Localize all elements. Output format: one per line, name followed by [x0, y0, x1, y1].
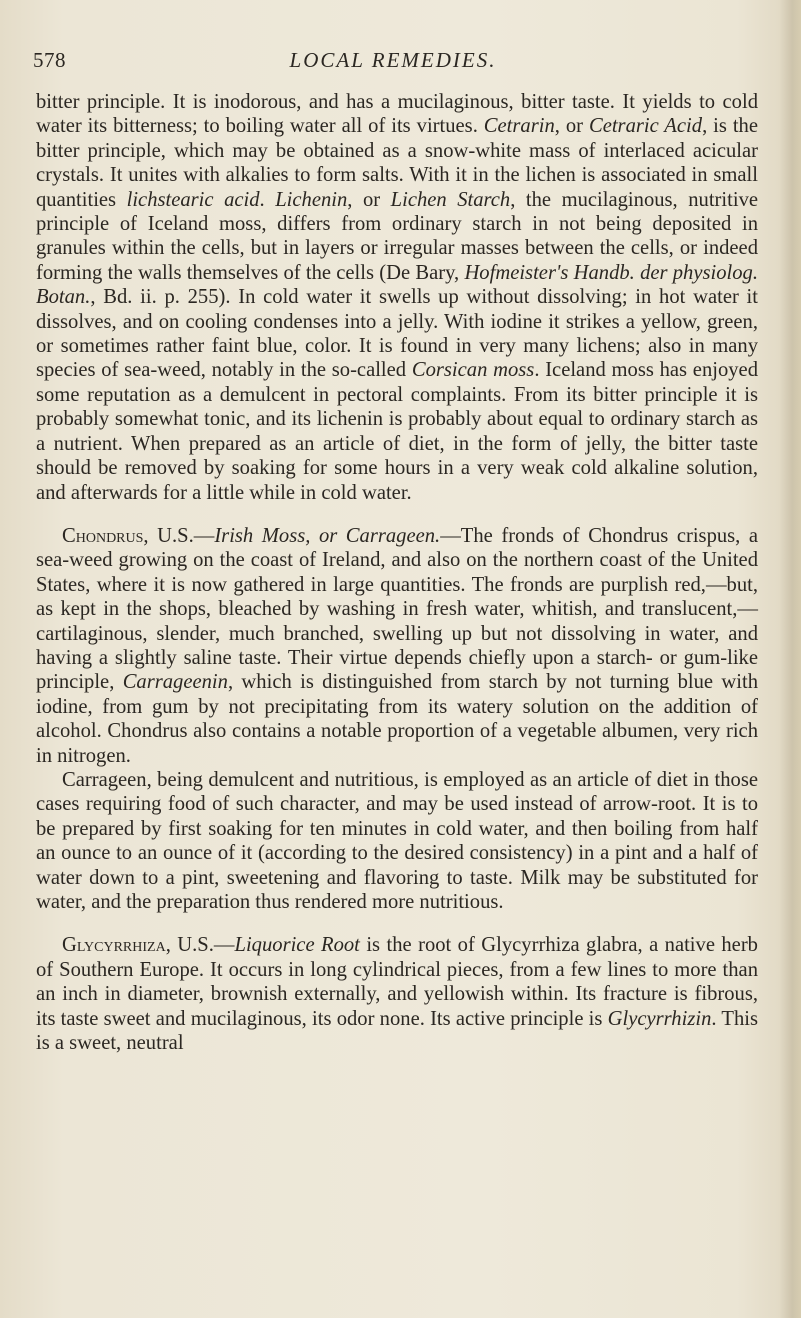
paragraph-iceland-moss-continued: bitter principle. It is inodorous, and has a mucilaginous, bitter taste. It yields to cold water its bitterness; to boiling water all of its virtues. Cetrarin, or Cetraric Acid, is the bitter principle, which may be obtained as a snow-white mass of interlaced acicular crystals. It unites with alkalies to form salts. With it in the lichen is associated in small quantities lichstearic acid. Lichenin, or Lichen Starch, the mucilaginous, nutritive principle of Iceland moss, differs from ordinary starch in not being deposited in granules within the cells, but in layers or irregular masses between the cells, or indeed forming the walls themselves of the cells (De Bary, Hofmeister's Handb. der physiolog. Botan., Bd. ii. p. 255). In cold water it swells up without dissolving; in hot water it dissolves, and on cooling condenses into a jelly. With iodine it strikes a yellow, green, or sometimes rather faint blue, color. It is found in very many lichens; also in many species of sea-weed, notably in the so-called Corsican moss. Iceland moss has enjoyed some reputation as a demulcent in pectoral complaints. From its bitter principle it is probably somewhat tonic, and its lichenin is probably about equal to ordinary starch as a nutrient. When prepared as an article of diet, in the form of jelly, the bitter taste should be removed by soaking for some hours in a very weak cold alkaline solution, and afterwards for a little while in cold water.: [36, 91, 759, 504]
section-spacer: [36, 505, 758, 524]
chondrus-common-names: Irish Moss, or Carrageen.: [214, 524, 441, 547]
term-glycyrrhizin: Glycyrrhizin: [607, 1007, 712, 1030]
term-cetraric-acid: Cetraric Acid: [588, 115, 703, 138]
term-lichstearic-acid: lichstearic acid: [126, 188, 260, 211]
term-lichenin: Lichenin: [275, 188, 348, 211]
page-header: [33, 48, 753, 78]
paragraph-chondrus: Chondrus, U.S.—Irish Moss, or Carrageen.—The fronds of Chondrus crispus, a sea-weed growing on the coast of Ireland, and also on the northern coast of the United States, where it is now gathered in large quantities. The fronds are purplish red,—but, as kept in the shops, bleached by washing in fresh water, whitish, and translucent,—cartilaginous, slender, much branched, swelling up but not dissolving in water, and having a slightly saline taste. Their virtue depends chiefly upon a starch- or gum-like principle, Carrageenin, which is distinguished from starch by not turning blue with iodine, from gum by not precipitating from its watery solution on the addition of alcohol. Chondrus also contains a notable proportion of a vegetable albumen, very rich in nitrogen.: [36, 524, 759, 767]
page-number: 578: [33, 48, 66, 72]
section-title-glycyrrhiza: Glycyrrhiza: [62, 934, 166, 957]
glycyrrhiza-common-name: Liquorice Root: [234, 934, 360, 957]
term-lichen-starch: Lichen Starch: [390, 188, 511, 211]
term-cetrarin: Cetrarin: [483, 115, 555, 138]
running-head: LOCAL REMEDIES.: [289, 48, 497, 72]
paragraph-glycyrrhiza: Glycyrrhiza, U.S.—Liquorice Root is the root of Glycyrrhiza glabra, a native herb of Southern Europe. It occurs in long cylindrical pieces, from a few lines to more than an inch in diameter, brownish externally, and yellowish within. Its fracture is fibrous, its taste sweet and mucilaginous, its odor none. Its active principle is Glycyrrhizin. This is a sweet, neutral: [36, 934, 758, 1055]
section-title-chondrus: Chondrus: [62, 524, 144, 547]
term-carrageenin: Carrageenin: [122, 671, 228, 694]
page-edge-shadow: [779, 0, 801, 1318]
citation-hofmeister: Hofmeister's Handb. der physiolog. Botan.: [36, 261, 758, 309]
section-spacer: [36, 914, 758, 933]
paragraph-carrageen-use: Carrageen, being demulcent and nutritious, is employed as an article of diet in those cases requiring food of such character, and may be used instead of arrow-root. It is to be prepared by first soaking for ten minutes in cold water, and then boiling from half an ounce to an ounce of it (according to the desired consistency) in a pint and a half of water down to a pint, sweetening and flavoring to taste. Milk may be substituted for water, and the preparation thus rendered more nutritious.: [36, 768, 758, 913]
page-body: [36, 90, 758, 1055]
term-corsican-moss: Corsican moss: [411, 359, 535, 382]
